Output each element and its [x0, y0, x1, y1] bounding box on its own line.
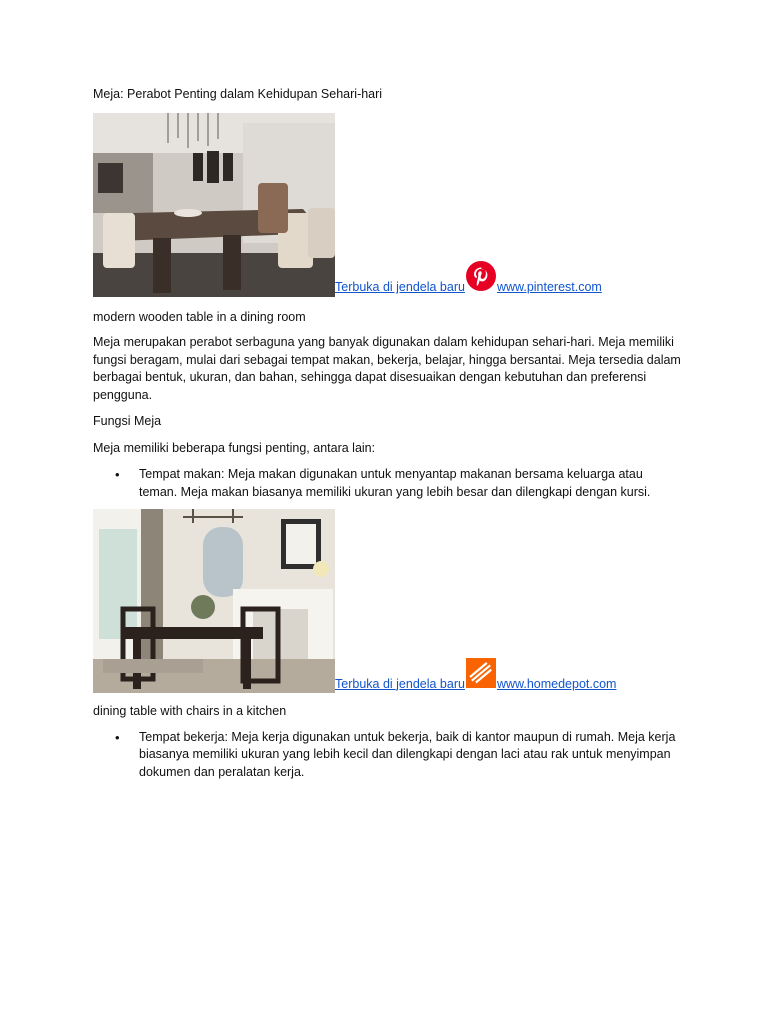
kitchen-dining-illustration: [93, 509, 335, 693]
open-new-window-link-1[interactable]: Terbuka di jendela baru: [335, 280, 465, 294]
dining-room-photo[interactable]: [93, 113, 335, 297]
pinterest-source-link[interactable]: www.pinterest.com: [496, 280, 602, 294]
function-list-1: [93, 466, 683, 501]
image-caption-2: dining table with chairs in a kitchen: [93, 704, 287, 718]
open-new-window-link-2[interactable]: Terbuka di jendela baru: [335, 676, 465, 691]
kitchen-dining-photo[interactable]: [93, 509, 335, 693]
pinterest-icon[interactable]: [466, 261, 496, 297]
list-item: • Tempat bekerja: Meja kerja digunakan untuk bekerja, baik di kantor maupun di rumah. Meja kerja biasanya memiliki ukuran yang lebih kecil dan dilengkapi dengan laci atau rak untuk menyimpan dokumen dan peralatan kerja.: [139, 729, 683, 782]
homedepot-source-link[interactable]: www.homedepot.com: [496, 676, 617, 691]
image-caption-1: modern wooden table in a dining room: [93, 309, 306, 324]
dining-room-illustration: [93, 113, 335, 297]
image-row-1: [93, 113, 683, 297]
image-row-2: [93, 509, 683, 693]
document-title: Meja: Perabot Penting dalam Kehidupan Sehari-hari: [93, 87, 383, 101]
intro-paragraph: Meja merupakan perabot serbaguna yang banyak digunakan dalam kehidupan sehari-hari. Meja memiliki fungsi beragam, mulai dari sebagai tempat makan, bekerja, belajar, hingga bersantai. Meja tersedia dalam berbagai bentuk, ukuran, dan bahan, sehingga dapat disesuaikan dengan kebutuhan dan preferensi pengguna.: [93, 335, 681, 402]
function-list-2: [93, 729, 683, 782]
section-heading: Fungsi Meja: [93, 414, 162, 428]
list-item: • Tempat makan: Meja makan digunakan untuk menyantap makanan bersama keluarga atau teman. Meja makan biasanya memiliki ukuran yang lebih besar dan dilengkapi dengan kursi.: [139, 466, 683, 501]
document-page: [93, 86, 683, 790]
home-depot-icon[interactable]: [466, 658, 496, 694]
section-intro: Meja memiliki beberapa fungsi penting, antara lain:: [93, 440, 376, 455]
